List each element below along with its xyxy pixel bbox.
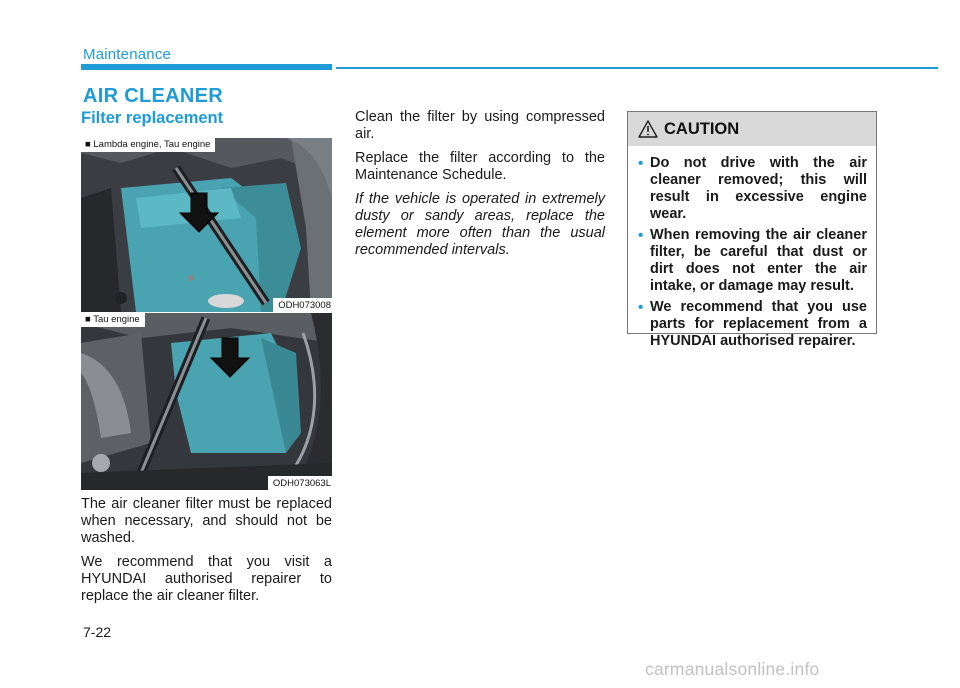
caution-item (638, 299, 867, 350)
warning-triangle-icon (638, 120, 658, 138)
watermark: carmanualsonline.info (645, 659, 820, 679)
figure-caption-lambda: ■ Lambda engine, Tau engine (81, 138, 215, 152)
middle-column-text (355, 109, 605, 266)
figure-caption-tau: ■ Tau engine (81, 313, 145, 327)
caution-header (628, 112, 876, 146)
caution-item-text: When removing the air cleaner filter, be careful that dust or dirt does not enter the air intake, or damage may result. (650, 227, 867, 294)
figure-code-tau: ODH073063L (268, 476, 332, 490)
caution-box (627, 111, 877, 349)
section-label: Maintenance (83, 46, 172, 63)
engine-photo-lambda-illustration (81, 138, 332, 312)
page-number: 7-22 (83, 624, 112, 640)
paragraph-recommend-visit: We recommend that you visit a HYUNDAI authorised repairer to replace the air cleaner filter. (81, 554, 332, 604)
left-column-text (81, 496, 332, 612)
figure-code-lambda: ODH073008 (273, 298, 332, 312)
page-title: AIR CLEANER (83, 85, 223, 107)
bullet-icon: • (638, 299, 644, 316)
engine-photo-tau-illustration (81, 313, 332, 490)
caution-item-text: Do not drive with the air cleaner removed; this will result in excessive engine wear. (650, 155, 867, 222)
caution-title: CAUTION (664, 119, 740, 138)
header-rule-thin (336, 67, 938, 69)
header-rule-thick (81, 64, 332, 70)
caution-item (638, 227, 867, 295)
caution-list (628, 146, 876, 350)
caution-item (638, 155, 867, 223)
paragraph-dusty-areas: If the vehicle is operated in extremely dusty or sandy areas, replace the element more often than the usual recommended intervals. (355, 191, 605, 258)
paragraph-schedule: Replace the filter according to the Maintenance Schedule. (355, 150, 605, 183)
engine-photo-lambda (81, 138, 332, 312)
paragraph-filter-replace: The air cleaner filter must be replaced when necessary, and should not be washed. (81, 496, 332, 546)
section-subtitle: Filter replacement (81, 109, 224, 127)
bullet-icon: • (638, 155, 644, 172)
engine-photo-tau (81, 313, 332, 490)
bullet-icon: • (638, 227, 644, 244)
caution-item-text: We recommend that you use parts for replacement from a HYUNDAI authorised repairer. (650, 299, 867, 349)
paragraph-clean-filter: Clean the filter by using compressed air. (355, 109, 605, 142)
